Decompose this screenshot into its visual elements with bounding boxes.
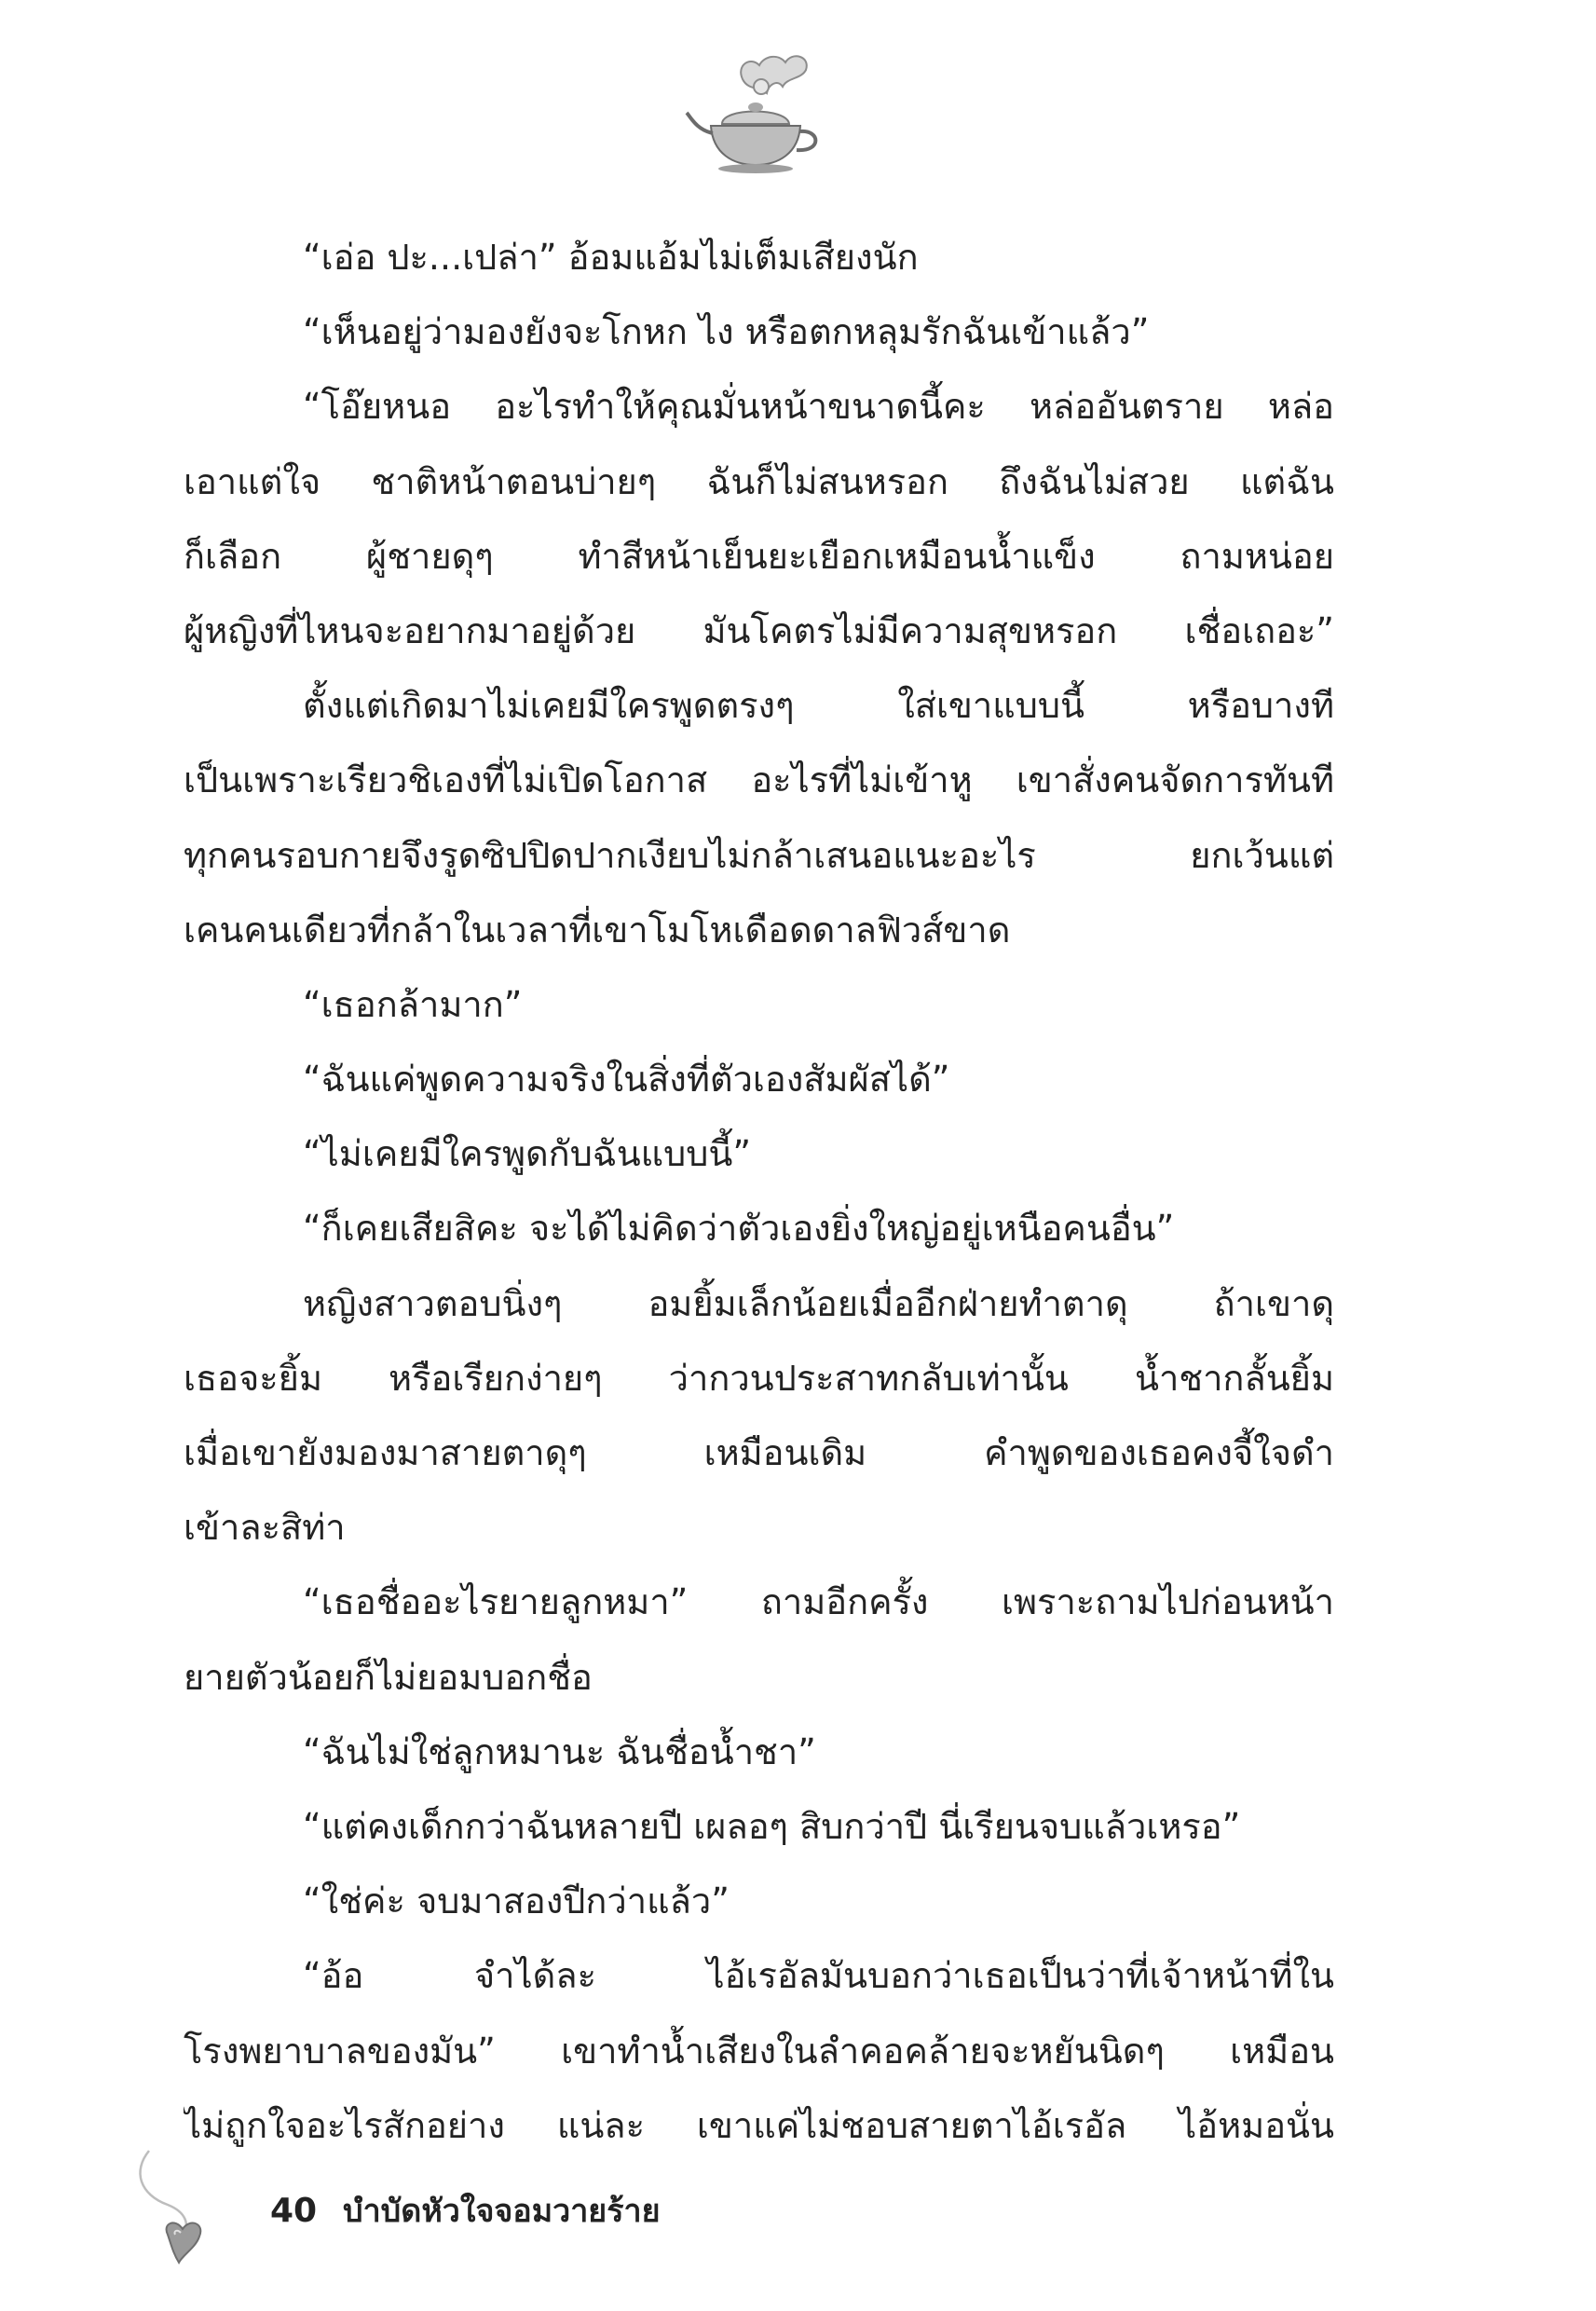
text-line: “ก็เคยเสียสิคะ จะได้ไม่คิดว่าตัวเองยิ่งใหญ่อยู่เหนือคนอื่น” xyxy=(303,1208,1175,1250)
body-text xyxy=(184,220,1334,2163)
text-line: ก็เลือก ผู้ชายดุๆ ทำสีหน้าเย็นยะเยือกเหมือนน้ำแข็ง ถามหน่อย xyxy=(184,535,1334,577)
text-line: เข้าละสิท่า xyxy=(184,1507,346,1549)
text-line: “ใช่ค่ะ จบมาสองปีกว่าแล้ว” xyxy=(303,1880,730,1922)
text-line: “ไม่เคยมีใครพูดกับฉันแบบนี้” xyxy=(303,1133,752,1175)
text-line: เอาแต่ใจ ชาติหน้าตอนบ่ายๆ ฉันก็ไม่สนหรอก ถึงฉันไม่สวย แต่ฉัน xyxy=(184,460,1334,502)
text-line: “โอ๊ยหนอ อะไรทำให้คุณมั่นหน้าขนาดนี้คะ หล่ออันตราย หล่อ xyxy=(303,386,1334,428)
text-line: “อ้อ จำได้ละ ไอ้เรอัลมันบอกว่าเธอเป็นว่าที่เจ้าหน้าที่ใน xyxy=(303,1955,1334,1997)
text-line: โรงพยาบาลของมัน” เขาทำน้ำเสียงในลำคอคล้ายจะหยันนิดๆ เหมือน xyxy=(184,2030,1334,2072)
book-title: บำบัดหัวใจจอมวายร้าย xyxy=(343,2193,661,2230)
text-line: “เธอชื่ออะไรยายลูกหมา” ถามอีกครั้ง เพราะถามไปก่อนหน้า xyxy=(303,1581,1334,1623)
text-line: เคนคนเดียวที่กล้าในเวลาที่เขาโมโหเดือดดาลฟิวส์ขาด xyxy=(184,909,1011,950)
text-line: “ฉันแค่พูดความจริงในสิ่งที่ตัวเองสัมผัสได้” xyxy=(303,1059,950,1101)
text-line: ตั้งแต่เกิดมาไม่เคยมีใครพูดตรงๆ ใส่เขาแบบนี้ หรือบางที xyxy=(303,685,1334,727)
text-line: ไม่ถูกใจอะไรสักอย่าง แน่ละ เขาแค่ไม่ชอบสายตาไอ้เรอัล ไอ้หมอนั่น xyxy=(184,2104,1334,2146)
heart-swirl-ornament-icon xyxy=(130,2143,233,2274)
text-line: ยายตัวน้อยก็ไม่ยอมบอกชื่อ xyxy=(184,1656,593,1698)
teapot-fairy-emblem-icon xyxy=(685,51,825,177)
text-line: “เห็นอยู่ว่ามองยังจะโกหก ไง หรือตกหลุมรักฉันเข้าแล้ว” xyxy=(303,311,1150,353)
text-line: เป็นเพราะเรียวชิเองที่ไม่เปิดโอกาส อะไรที่ไม่เข้าหู เขาสั่งคนจัดการทันที xyxy=(184,759,1334,801)
page-number: 40 xyxy=(270,2192,318,2230)
text-line: เมื่อเขายังมองมาสายตาดุๆ เหมือนเดิม คำพูดของเธอคงจี้ใจดำ xyxy=(184,1432,1334,1473)
text-line: เธอจะยิ้ม หรือเรียกง่ายๆ ว่ากวนประสาทกลับเท่านั้น น้ำชากลั้นยิ้ม xyxy=(184,1357,1334,1399)
text-line: “ฉันไม่ใช่ลูกหมานะ ฉันชื่อน้ำชา” xyxy=(303,1730,816,1772)
text-line: หญิงสาวตอบนิ่งๆ อมยิ้มเล็กน้อยเมื่ออีกฝ่ายทำตาดุ ถ้าเขาดุ xyxy=(303,1282,1334,1324)
text-line: “เธอกล้ามาก” xyxy=(303,983,523,1025)
text-line: ผู้หญิงที่ไหนจะอยากมาอยู่ด้วย มันโคตรไม่มีความสุขหรอก เชื่อเถอะ” xyxy=(184,609,1334,651)
text-line: ทุกคนรอบกายจึงรูดซิปปิดปากเงียบไม่กล้าเสนอแนะอะไร ยกเว้นแต่ xyxy=(184,834,1334,876)
text-line: “เอ่อ ปะ...เปล่า” อ้อมแอ้มไม่เต็มเสียงนัก xyxy=(303,237,919,278)
text-line: “แต่คงเด็กกว่าฉันหลายปี เผลอๆ สิบกว่าปี นี่เรียนจบแล้วเหรอ” xyxy=(303,1805,1241,1847)
